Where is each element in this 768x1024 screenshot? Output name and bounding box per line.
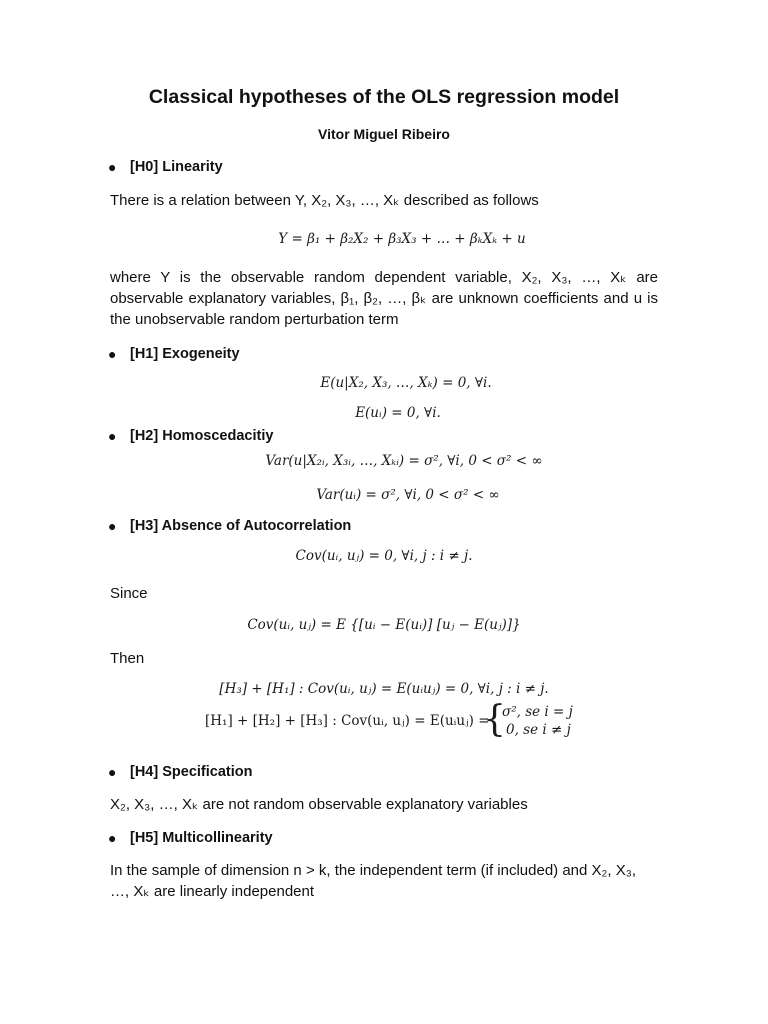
hypothesis-h2-label: [H2] Homoscedacitiy xyxy=(130,428,274,444)
hypothesis-h4-label: [H4] Specification xyxy=(130,764,253,780)
hypothesis-h2-heading xyxy=(108,428,274,444)
hypothesis-h3-label: [H3] Absence of Autocorrelation xyxy=(130,518,352,534)
hypothesis-h0-heading xyxy=(108,159,223,175)
bullet-icon: ● xyxy=(108,428,117,444)
bullet-icon: ● xyxy=(108,830,117,846)
h3-equation-3: [H₃] + [H₁] : Cov(uᵢ, uⱼ) = E(uᵢuⱼ) = 0, ∀i, j : i ≠ j. xyxy=(219,681,549,697)
document-title: Classical hypotheses of the OLS regression model xyxy=(148,86,620,108)
hypothesis-h1-label: [H1] Exogeneity xyxy=(130,346,240,362)
hypothesis-h0-label: [H0] Linearity xyxy=(130,159,223,175)
h0-intro: There is a relation between Y, X₂, X₃, …, Xₖ described as follows xyxy=(110,192,539,209)
h3-equation-4-lhs: [H₁] + [H₂] + [H₃] : Cov(uᵢ, uⱼ) = E(uᵢuⱼ) = xyxy=(205,713,490,729)
h0-equation: Y = β₁ + β₂X₂ + β₃X₃ + … + βₖXₖ + u xyxy=(278,231,526,247)
bullet-icon: ● xyxy=(108,346,117,362)
h3-equation-4-case-2: 0, se i ≠ j xyxy=(506,722,571,738)
hypothesis-h5-label: [H5] Multicollinearity xyxy=(130,830,273,846)
h5-text: In the sample of dimension n > k, the independent term (if included) and X₂, X₃, …, Xₖ are linearly independent xyxy=(110,862,636,900)
bullet-icon: ● xyxy=(108,764,117,780)
document-author: Vitor Miguel Ribeiro xyxy=(318,126,450,142)
hypothesis-h1-heading xyxy=(108,346,240,362)
h2-equation-1: Var(u|X₂ᵢ, X₃ᵢ, …, Xₖᵢ) = σ², ∀i, 0 < σ² < ∞ xyxy=(265,453,543,469)
hypothesis-h4-heading xyxy=(108,764,253,780)
h3-equation-2: Cov(uᵢ, uⱼ) = E {[uᵢ − E(uᵢ)] [uⱼ − E(uⱼ)]} xyxy=(247,617,521,633)
hypothesis-h3-heading xyxy=(108,518,352,534)
bullet-icon: ● xyxy=(108,159,117,175)
h3-since-label: Since xyxy=(110,585,148,602)
h1-equation-1: E(u|X₂, X₃, …, Xₖ) = 0, ∀i. xyxy=(320,375,492,391)
h1-equation-2: E(uᵢ) = 0, ∀i. xyxy=(355,405,441,421)
h3-then-label: Then xyxy=(110,650,145,667)
h0-description: where Y is the observable random dependent variable, X₂, X₃, …, Xₖ are observable explanatory variables, β₁, β₂, …, βₖ are unknown coefficients and u is the unobservable random perturbation term xyxy=(110,269,658,328)
h2-equation-2: Var(uᵢ) = σ², ∀i, 0 < σ² < ∞ xyxy=(316,487,500,503)
h3-equation-1: Cov(uᵢ, uⱼ) = 0, ∀i, j : i ≠ j. xyxy=(295,548,473,564)
h3-equation-4-case-1: σ², se i = j xyxy=(502,704,573,720)
h4-text: X₂, X₃, …, Xₖ are not random observable explanatory variables xyxy=(110,796,528,813)
left-brace-icon: { xyxy=(483,699,506,740)
bullet-icon: ● xyxy=(108,518,117,534)
hypothesis-h5-heading xyxy=(108,830,273,846)
